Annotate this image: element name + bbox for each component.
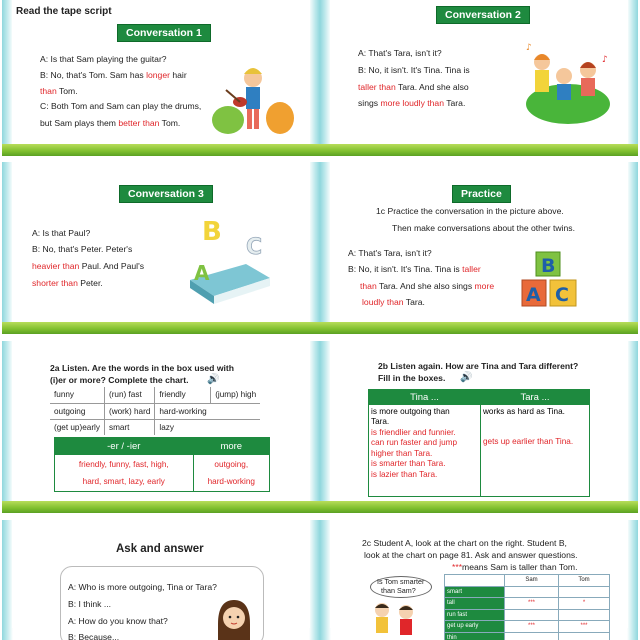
sam-tom-chart — [444, 574, 610, 640]
chart-row-label: thin — [445, 632, 505, 640]
chart-header: Tina ... — [369, 390, 481, 405]
grass-strip — [2, 501, 320, 513]
instruction-line: look at the chart on page 81. Ask and answer questions. — [364, 550, 578, 560]
grass-strip — [2, 144, 320, 156]
page-heading: Read the tape script — [16, 6, 112, 17]
instruction-line: 2c Student A, look at the chart on the right. Student B, — [362, 538, 567, 548]
word-cell: hard-working — [155, 403, 211, 419]
dialogue-line: A: That's Tara, isn't it? — [358, 48, 442, 58]
dialogue-line: heavier than Paul. And Paul's — [32, 261, 145, 271]
svg-text:♪: ♪ — [526, 43, 532, 53]
slide-2a-chart[interactable] — [2, 341, 320, 513]
dialogue-line: shorter than Peter. — [32, 278, 103, 288]
dialogue-line: loudly than Tara. — [362, 297, 425, 307]
instruction-line: 2a Listen. Are the words in the box used with — [50, 363, 234, 373]
slide-ask-and-answer[interactable] — [2, 520, 320, 640]
dialogue-line: B: I think ... — [68, 599, 111, 609]
children-singing-illustration — [516, 38, 616, 130]
chart-cell — [559, 632, 610, 640]
dialogue-line: but Sam plays them better than Tom. — [40, 118, 181, 128]
tina-tara-chart — [368, 389, 590, 497]
slide-2b-chart[interactable] — [320, 341, 638, 513]
chart-cell — [559, 586, 610, 598]
bubble-text: Is Tom smarter than Sam? — [377, 577, 425, 595]
practice-badge: Practice — [452, 185, 511, 203]
conversation-badge: Conversation 3 — [119, 185, 213, 203]
abc-book-illustration — [184, 218, 276, 308]
chart-header: Sam — [505, 575, 559, 587]
svg-text:A: A — [194, 261, 210, 285]
instruction-line: 1c Practice the conversation in the picture above. — [376, 206, 564, 216]
svg-text:♪: ♪ — [602, 55, 608, 65]
chart-header: Tom — [559, 575, 610, 587]
chart-cell: * — [559, 598, 610, 610]
chart-header: -er / -ier — [55, 438, 194, 455]
slide-conversation-2[interactable] — [320, 0, 638, 156]
instruction-line: (i)er or more? Complete the chart. — [50, 375, 189, 385]
word-box — [50, 387, 260, 435]
dialogue-line: B: No, it isn't. It's Tina. Tina is taller — [348, 264, 481, 274]
instruction-line: Then make conversations about the other twins. — [392, 223, 575, 233]
slide-title: Ask and answer — [116, 543, 204, 555]
slide-conversation-3[interactable] — [2, 162, 320, 334]
dialogue-line: A: Who is more outgoing, Tina or Tara? — [68, 582, 217, 592]
word-cell: outgoing — [50, 403, 104, 419]
chart-cell — [505, 586, 559, 598]
twin-boys-illustration — [368, 600, 428, 640]
word-cell: smart — [104, 419, 154, 435]
slide-practice[interactable] — [320, 162, 638, 334]
chart-row-label: tall — [445, 598, 505, 610]
instruction-line: Fill in the boxes. — [378, 373, 446, 383]
grass-strip — [320, 144, 638, 156]
chart-cell — [505, 609, 559, 621]
chart-row-label: smart — [445, 586, 505, 598]
dialogue-line: A: Is that Paul? — [32, 228, 91, 238]
word-cell: (run) fast — [104, 387, 154, 403]
chart-cell — [505, 632, 559, 640]
chart-row-label: get up early — [445, 621, 505, 633]
block-letter: B — [541, 255, 556, 277]
tina-cell: is more outgoing than Tara. is friendlier and funnier. can run faster and jump higher than Tara. is smarter than Tara. is lazier than Tara. — [371, 406, 458, 479]
word-cell: (jump) high — [211, 387, 260, 403]
word-cell: lazy — [155, 419, 211, 435]
chart-answer-cell: outgoing, hard-working — [193, 455, 269, 492]
dialogue-line: A: That's Tara, isn't it? — [348, 248, 432, 258]
dialogue-line: B: No, that's Peter. Peter's — [32, 244, 133, 254]
conversation-badge: Conversation 1 — [117, 24, 211, 42]
chart-cell: *** — [559, 621, 610, 633]
svg-text:B: B — [202, 218, 222, 247]
tara-cell: works as hard as Tina. gets up earlier than Tina. — [481, 405, 590, 497]
block-letter: C — [555, 284, 569, 306]
dialogue-line: B: No, it isn't. It's Tina. Tina is — [358, 65, 470, 75]
slide-2c-chart[interactable] — [320, 520, 638, 640]
slide-conversation-1[interactable] — [2, 0, 320, 156]
word-cell — [211, 419, 260, 435]
grass-strip — [320, 501, 638, 513]
boy-with-guitar-illustration — [208, 60, 298, 140]
word-cell: (get up)early — [54, 422, 100, 432]
grass-strip — [2, 322, 320, 334]
dialogue-line: A: Is that Sam playing the guitar? — [40, 54, 167, 64]
dialogue-line: A: How do you know that? — [68, 616, 168, 626]
svg-text:C: C — [246, 235, 263, 260]
chart-cell — [559, 609, 610, 621]
girl-illustration — [214, 596, 254, 640]
chart-cell: *** — [505, 621, 559, 633]
chart-header: more — [193, 438, 269, 455]
dialogue-line: than Tara. And she also sings more — [360, 281, 495, 291]
block-letter: A — [526, 284, 541, 306]
grass-strip — [320, 322, 638, 334]
word-cell: friendly — [155, 387, 211, 403]
abc-blocks-illustration — [520, 250, 592, 314]
er-more-chart — [54, 437, 270, 492]
chart-cell: *** — [505, 598, 559, 610]
dialogue-line: taller than Tara. And she also — [358, 82, 469, 92]
instruction-line: 2b Listen again. How are Tina and Tara different? — [378, 361, 579, 371]
dialogue-line: sings more loudly than Tara. — [358, 98, 466, 108]
conversation-badge: Conversation 2 — [436, 6, 530, 24]
word-cell — [211, 403, 260, 419]
dialogue-line: C: Both Tom and Sam can play the drums, — [40, 101, 202, 111]
chart-answer-cell: friendly, funny, fast, high, hard, smart, lazy, early — [78, 459, 169, 486]
word-cell: funny — [50, 387, 104, 403]
dialogue-line: than Tom. — [40, 86, 78, 96]
chart-row-label: run fast — [445, 609, 505, 621]
dialogue-line: B: No, that's Tom. Sam has longer hair — [40, 70, 187, 80]
speaker-icon[interactable]: 🔊 — [460, 372, 473, 383]
speaker-icon[interactable]: 🔊 — [207, 374, 220, 385]
chart-header: Tara ... — [481, 390, 590, 405]
legend-note: ***means Sam is taller than Tom. — [452, 562, 578, 572]
dialogue-line: B: Because... — [68, 632, 120, 640]
word-cell: (work) hard — [104, 403, 154, 419]
